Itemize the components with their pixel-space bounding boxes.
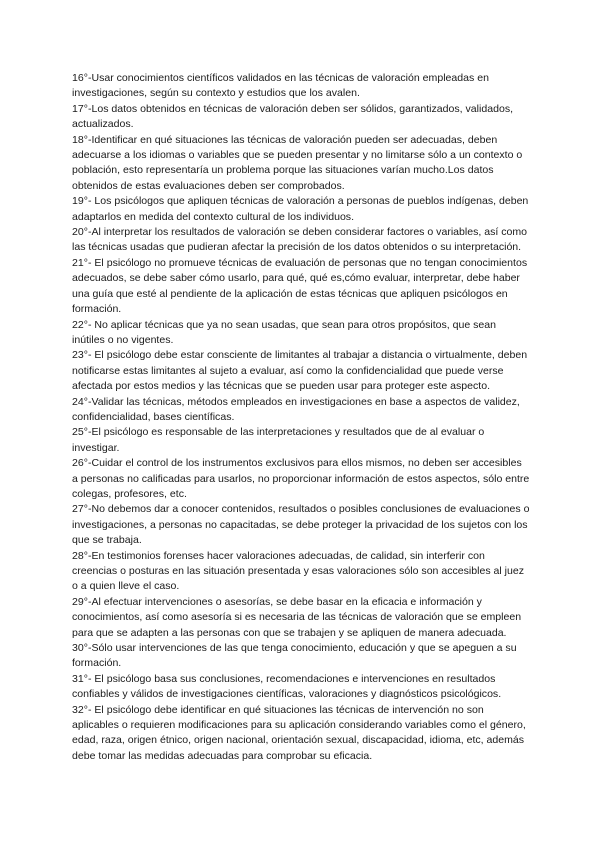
paragraph-30: 30°-Sólo usar intervenciones de las que tenga conocimiento, educación y que se apeguen a su formación.: [72, 642, 517, 670]
paragraph-19: 19°- Los psicólogos que apliquen técnicas de valoración a personas de pueblos indígenas, deben adaptarlos en medida del contexto cultural de los individuos.: [72, 195, 529, 223]
document-body: [72, 71, 530, 764]
paragraph-20: 20°-Al interpretar los resultados de valoración se deben considerar factores o variables, así como las técnicas usadas que pudieran afectar la precisión de los datos obtenidos o su interpretación.: [72, 226, 528, 254]
paragraph-18: 18°-Identificar en qué situaciones las técnicas de valoración pueden ser adecuadas, deben adecuarse a los idiomas o variables que se pueden presentar y no limitarse sólo a un contexto o población, esto representaría un problema porque las situaciones varían mucho.Los datos obtenidos de estas evaluaciones deben ser comprobados.: [72, 133, 523, 192]
paragraph-21: 21°- El psicólogo no promueve técnicas de evaluación de personas que no tengan conocimientos adecuados, se debe saber cómo usarlo, para qué, qué es,cómo evaluar, interpretar, debe haber una guía que esté al pendiente de la aplicación de estas técnicas que apliquen psicólogos en formación.: [72, 256, 528, 316]
paragraph-32: 32°- El psicólogo debe identificar en qué situaciones las técnicas de intervención no son aplicables o requieren modificaciones para su aplicación considerando variables como el género, edad, raza, origen étnico, origen nacional, orientación sexual, discapacidad, idioma, etc, además debe tomar las medidas adecuadas para comprobar su eficacia.: [72, 703, 526, 762]
paragraph-23: 23°- El psicólogo debe estar consciente de limitantes al trabajar a distancia o virtualmente, deben notificarse estas limitantes al sujeto a evaluar, así como la confidencialidad que puede verse afectada por estos medios y las técnicas que se pueden usar para proteger este aspecto.: [72, 349, 528, 393]
paragraph-29: 29°-Al efectuar intervenciones o asesorías, se debe basar en la eficacia e información y conocimientos, así como asesoría si es necesaria de las técnicas de valoración que se empleen para que se adapten a las personas con que se trabajen y se apliquen de manera adecuada.: [72, 595, 522, 639]
paragraph-24: 24°-Validar las técnicas, métodos empleados en investigaciones en base a aspectos de validez, confidencialidad, bases científicas.: [72, 395, 520, 423]
paragraph-31: 31°- El psicólogo basa sus conclusiones, recomendaciones e intervenciones en resultados confiables y válidos de investigaciones científicas, valoraciones y diagnósticos psicológicos.: [72, 672, 502, 701]
paragraph-27: 27°-No debemos dar a conocer contenidos, resultados o posibles conclusiones de evaluaciones o investigaciones, a personas no capacitadas, se debe proteger la privacidad de los sujetos con los que se trabaja.: [72, 503, 530, 547]
paragraph-22: 22°- No aplicar técnicas que ya no sean usadas, que sean para otros propósitos, que sean inútiles o no vigentes.: [72, 318, 497, 346]
paragraph-16: 16°-Usar conocimientos científicos validados en las técnicas de valoración empleadas en investigaciones, según su contexto y estudios que los avalen.: [72, 72, 489, 100]
paragraph-25: 25°-El psicólogo es responsable de las interpretaciones y resultados que de al evaluar o investigar.: [72, 426, 485, 454]
paragraph-28: 28°-En testimonios forenses hacer valoraciones adecuadas, de calidad, sin interferir con creencias o posturas en las situación presentada y esas valoraciones sólo son accesibles al juez o a quien lleve el caso.: [72, 549, 525, 593]
paragraph-17: 17°-Los datos obtenidos en técnicas de valoración deben ser sólidos, garantizados, validados, actualizados.: [72, 102, 514, 131]
paragraph-26: 26°-Cuidar el control de los instrumentos exclusivos para ellos mismos, no deben ser accesibles a personas no calificadas para usarlos, no proporcionar información de estos aspectos, sólo entre colegas, profesores, etc.: [72, 457, 530, 500]
